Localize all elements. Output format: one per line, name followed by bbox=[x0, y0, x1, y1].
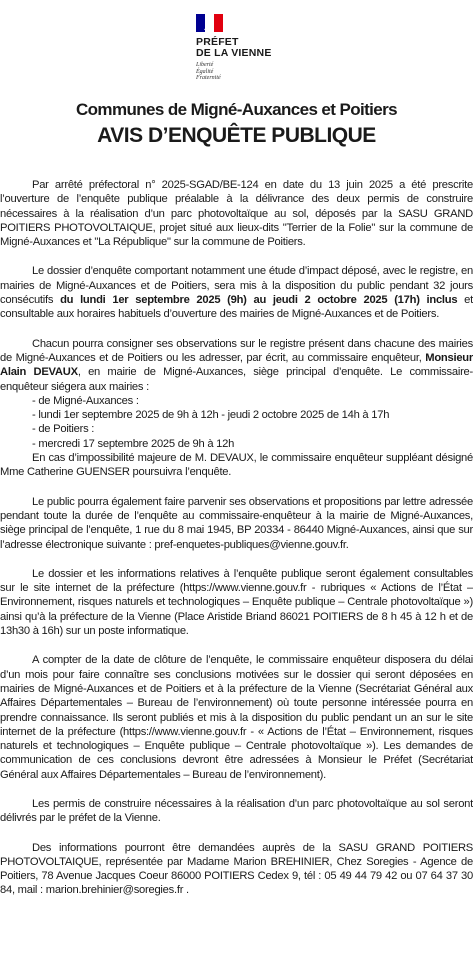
paragraph-letters: Le public pourra également faire parvenir ses observations et propositions par lettre adressée pendant toute la durée de l’enquête au commissaire-enquêteur à la mairie de Migné-Auxances, siège principal de l’enquête, 1 rue du 8 mai 1945, BP 20334 - 86440 Migné-Auxances, ainsi que sur l’adresse électronique suivante : pref-enquetes-publiques@vienne.gouv.fr. bbox=[0, 495, 473, 551]
dossier-dates: du lundi 1er septembre 2025 (9h) au jeudi 2 octobre 2025 (17h) inclus bbox=[60, 294, 458, 307]
republic-motto bbox=[196, 62, 221, 82]
marianne-profile-icon bbox=[199, 15, 219, 31]
commissioner-name: Monsieur Alain DEVAUX bbox=[0, 351, 473, 379]
paragraph-substitute: En cas d’impossibilité majeure de M. DEVAUX, le commissaire enquêteur suppléant désigné Mme Catherine GUENSER poursuivra l’enquête. bbox=[0, 452, 473, 479]
schedule-line: - de Poitiers : bbox=[32, 423, 95, 436]
prefecture-header bbox=[0, 6, 473, 86]
prefecture-name bbox=[196, 37, 272, 59]
paragraph-dossier bbox=[0, 264, 473, 321]
paragraph-observations bbox=[0, 337, 473, 394]
paragraph-conclusions: A compter de la date de clôture de l’enquête, le commissaire enquêteur disposera du délai d’un mois pour faire connaître ses conclusions motivées sur le dossier qui seront déposées en mairies de Migné-Auxances et de Poitiers et à la préfecture de la Vienne (Secrétariat Général aux Affaires Départementales – Bureau de l’environnement) où toute personne intéressée pourra en prendre connaissance. Ils seront publiés et mis à la disposition du public pendant un an sur le site internet de la préfecture (https://www.vienne.gouv.fr - « Actions de l’État – Environnement, risques naturels et technologiques – Enquête publique – Centrale photovoltaïque »). Les demandes de communication de ces conclusions devront être adressées à Monsieur le Préfet (Secrétariat Général aux Affaires Départementales – Bureau de l’environnement). bbox=[0, 654, 473, 781]
paragraph-permits: Les permis de construire nécessaires à la réalisation d’un parc photovoltaïque au sol seront délivrés par le préfet de la Vienne. bbox=[0, 797, 473, 825]
observations-text-2: , en mairie de Migné-Auxances, siège principal d’enquête. Le commissaire-enquêteur siégera aux mairies : bbox=[0, 366, 473, 393]
schedule-line: - de Migné-Auxances : bbox=[32, 394, 139, 407]
paragraph-arrete: Par arrêté préfectoral n° 2025-SGAD/BE-124 en date du 13 juin 2025 a été prescrite l’ouverture de l’enquête publique préalable à la délivrance des deux permis de construire nécessaires à la réalisation d’un parc photovoltaïque au sol, déposés par la SASU GRAND POITIERS PHOTOVOLTAIQUE, projet situé aux lieux-dits "Terrier de la Folie" sur la commune de Migné-Auxances et "La République" sur la commune de Poitiers. bbox=[0, 179, 473, 249]
motto-liberte: Liberté bbox=[196, 62, 214, 68]
prefecture-line-2: DE LA VIENNE bbox=[196, 47, 272, 59]
motto-fraternite: Fraternité bbox=[196, 75, 221, 81]
notice-body bbox=[0, 178, 473, 898]
motto-egalite: Égalité bbox=[196, 68, 214, 75]
prefecture-line-1: PRÉFET bbox=[196, 36, 239, 48]
notice-title: AVIS D’ENQUÊTE PUBLIQUE bbox=[97, 124, 376, 147]
schedule-line: - mercredi 17 septembre 2025 de 9h à 12h bbox=[32, 437, 235, 450]
communes-title: Communes de Migné-Auxances et Poitiers bbox=[75, 100, 398, 119]
schedule-line: - lundi 1er septembre 2025 de 9h à 12h - jeudi 2 octobre 2025 de 14h à 17h bbox=[32, 409, 390, 422]
dossier-text-1: Le dossier d’enquête comportant notamment une étude d’impact déposé, avec le registre, en mairies de Migné-Auxances et de Poitiers, sera mis à la disposition du public pendant 32 jours consécutifs bbox=[0, 265, 473, 307]
paragraph-website: Le dossier et les informations relatives à l’enquête publique seront également consultables sur le site internet de la préfecture (https://www.vienne.gouv.fr - rubriques « Actions de l’État – Environnement, risques naturels et technologiques – Enquête publique – Centrale photovoltaïque ») ainsi qu’à la préfecture de la Vienne (Place Aristide Briand 86021 POITIERS de 8 h 45 à 12 h et de 13h30 à 16h) sur un poste informatique. bbox=[0, 567, 473, 638]
observations-text-1: Chacun pourra consigner ses observations sur le registre présent dans chacune des mairies de Migné-Auxances et de Poitiers ou les adresser, par écrit, au commissaire enquêteur, bbox=[0, 337, 473, 364]
paragraph-contact: Des informations pourront être demandées auprès de la SASU GRAND POITIERS PHOTOVOLTAIQUE, représentée par Madame Marion BREHINIER, Chez Soregies - Agence de Poitiers, 78 Avenue Jacques Coeur 86000 POITIERS Cedex 9, tél : 05 49 44 79 42 ou 07 64 37 30 84, mail : marion.brehinier@soregies.fr . bbox=[0, 841, 473, 897]
dossier-text-2: et consultable aux horaires habituels d’ouverture des mairies de Migné-Auxances et de Poitiers. bbox=[0, 294, 473, 321]
